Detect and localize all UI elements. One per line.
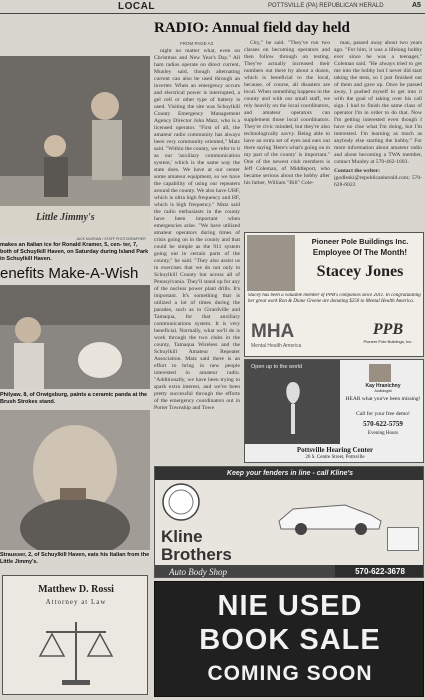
attorney-title: Attorney at Law <box>45 598 107 606</box>
kline-tagline: Auto Body Shop <box>155 565 335 578</box>
hearing-hear: HEAR what you've been missing! <box>345 396 421 402</box>
audiologist-photo <box>369 364 391 382</box>
mha-logo <box>251 321 341 353</box>
shop-sign: Little Jimmy's <box>36 212 95 223</box>
car-icon <box>275 491 385 535</box>
section-name: LOCAL <box>118 1 155 12</box>
hearing-call: Call for your free demo! <box>356 411 410 417</box>
story-column-3-text: man, passed away about two years ago. "For him, it was a lifelong hobby ever since he was a teenager," Coleman said. "He always tried to get me into the hobby but I never did start taking the tests, so I just finished out of them and gave up. Once he passed away, I pushed myself to get into it with the goal of taking over his call sign. I had to finish the same class of operator I'm in order to do that. Now I'm getting interested even though I have no clue what I'm doing, but I'm interested. I'm learning as much as anybody else starting the hobby." For more information about amateur radio and about becoming a TWA member, contact Munley at 570-462-1683. <box>334 40 422 165</box>
contact-info: jgodleski@republicanherald.com; 570-628-6023 <box>334 175 422 188</box>
kline-badge <box>387 527 419 551</box>
contact-label: Contact the writer: <box>334 168 380 174</box>
ppb-logo-text: PPB <box>372 321 404 338</box>
hearing-dark-panel <box>245 360 340 444</box>
ppb-logo-subtext: Pioneer Pole Buildings, Inc. <box>363 339 413 344</box>
story-column-2-text: City," he said. "They've run two classes on becoming operators and then follow through on testing. They've actually increased their numbers out there by about a dozen, which is beneficial to the local, because, of course, all disasters are local. When something happens in the county and with our small staff, we rely heavily on the local coordinators, and amateur operators can supplement those local coordinators. They're civic minded, but they're also technologically savvy. Being able to have an extra set of eyes and ears out there saying 'Here's what's going on in my part of the county' is important." One of the newest club members is Jeff Coleman, of Middleport, who became serious about the hobby after his father, William "Bill" Cole- <box>244 40 330 186</box>
wish-headline: enefits Make-A-Wish <box>0 265 139 282</box>
hearing-ad <box>244 359 424 463</box>
pioneer-photo <box>247 235 295 291</box>
hearing-tagline: Open up to the world <box>251 364 303 370</box>
pioneer-ad <box>244 232 424 357</box>
photo-italian-ice-image <box>0 56 150 236</box>
attorney-ad <box>2 575 148 695</box>
attorney-name: Matthew D. Rossi <box>38 584 114 595</box>
photo-child-eating-image <box>0 410 150 550</box>
ppb-logo <box>355 321 421 353</box>
nie-ad <box>154 581 424 697</box>
scales-icon <box>38 614 114 690</box>
hearing-address: 26 S. Centre Street, Pottsville <box>305 455 365 460</box>
story-headline: RADIO: Annual field day held <box>154 20 350 36</box>
pioneer-employee-name: Stacey Jones <box>316 263 404 280</box>
kline-ad <box>154 466 424 578</box>
photo-caption-2: Philyaw, 8, of Orwigsburg, paints a ceramic panda at the Brush Strokes stand. <box>0 392 148 405</box>
pioneer-caption: Stacey has been a valuable member of PPB's companies since 2011. In congratulating her great work Ron & Diane Greene are donating $250 to Mental Health America. <box>248 293 421 304</box>
page-header <box>0 0 425 14</box>
photo-panda-image <box>0 285 150 389</box>
publication-name: POTTSVILLE (PA) REPUBLICAN HERALD <box>268 3 384 9</box>
pioneer-line2: Employee Of The Month! <box>312 248 408 257</box>
hearing-hours: Evening Hours <box>367 431 399 436</box>
photo-caption-1: makes an Italian ice for Ronald Kramer, 5, cen- ter, 7, both of Schuylkill Haven, on Saturday during Island Park in Schuylkill Haven. <box>0 242 149 262</box>
kline-name-1: Kline <box>161 527 203 546</box>
photo-child-eating <box>0 410 150 550</box>
jump-line: FROM PAGE A3 <box>180 41 214 46</box>
photo-panda <box>0 285 150 389</box>
hearing-center-name: Pottsville Hearing Center <box>296 446 374 454</box>
photo-italian-ice <box>0 56 150 236</box>
story-column-2-body <box>244 40 330 230</box>
mha-logo-text: MHA <box>251 321 295 342</box>
kline-phone: 570-622-3678 <box>335 565 424 578</box>
nie-line-1: NIE USED <box>217 590 363 622</box>
nie-line-3: COMING SOON <box>207 662 373 685</box>
kline-seal-icon <box>161 482 201 522</box>
kline-banner: Keep your fenders in line - call Kline's <box>155 467 424 480</box>
photo-credit: JACK McGRAW / STAFF PHOTOGRAPHER <box>76 237 146 241</box>
mha-logo-subtext: Mental Health America <box>251 343 302 349</box>
story-column-1-text: night no matter what, even on Christmas and New Year's Day." All ham radios operate on direct current, Munley said, though alternating current can also be used through an inverter. When an emergency occurs and electrical power is interrupted, a gel cell or other type of battery is used. Visiting the site was Schuylkill County Emergency Management Agency Director John Matz, who is a licensed operator. "First of all, the amateur radio community has always been very community oriented," Matz said. "Within the county, we refer to it as our 'auxiliary communication system,' which is the same way the state does. We have at our center some amateur equipment, so we have the capability of using our repeaters around the county. We also have UHF, which is ultra high frequency and HF, which is high frequency." Matz said the radio enthusiasts in the county have been important when emergencies arise. "We have utilized amateur operators during times of crisis going on in the county and that could be simple as the 911 system going out in certain parts of the county," he said. "They also assist us in exercises that we do not only in Schuylkill County but across all of Pennsylvania. They'll stand up for any of the nuclear power plant drills. It's important. It's something that is utilized a lot of times during the parades, such as in Girardville and Tamaqua, for that auxiliary communications system. It is very beneficial. Normally, what we'll do is work through the two clubs in the county, Tamaqua Wireless and the Schuylkill Amateur Repeater Association. Matz said there is an effort to bring in new people interested in amateur radio. "Additionally, we have been trying to spark extra interest, and we've been pretty successful through the efforts of the emergency coordinators out in Porter Township and Towe <box>154 48 240 411</box>
hearing-phone: 570-622-5759 <box>363 420 403 428</box>
audiologist-name: Kay Hranichny <box>365 383 401 389</box>
hearing-aid-icon <box>279 378 307 438</box>
pioneer-line1: Pioneer Pole Buildings Inc. <box>311 237 409 246</box>
page-number: A5 <box>412 2 421 9</box>
photo-caption-3: Strausser, 2, of Schuylkill Haven, eats his Italian from the Little Jimmy's. <box>0 552 150 565</box>
audiologist-title: Audiologist <box>374 389 392 393</box>
kline-name-2: Brothers <box>161 545 232 564</box>
nie-line-2: BOOK SALE <box>199 624 381 656</box>
